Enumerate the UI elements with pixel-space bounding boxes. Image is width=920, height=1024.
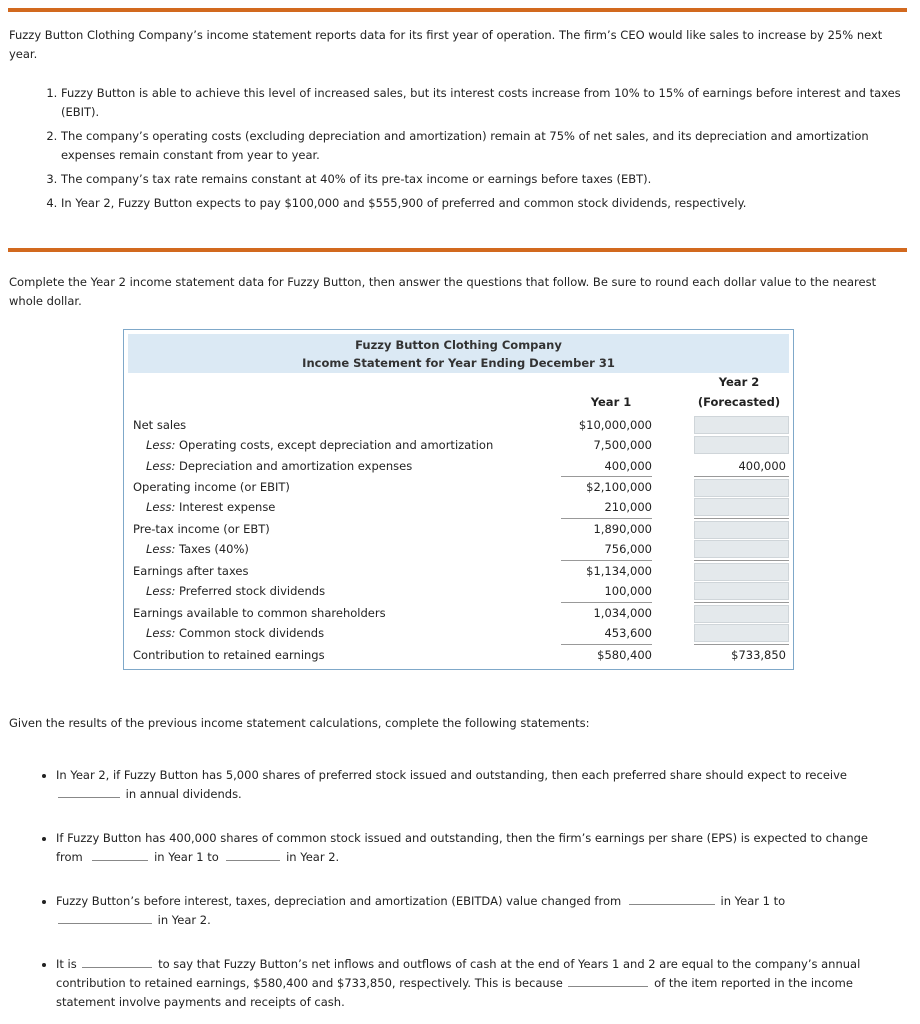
middle-divider: [8, 248, 907, 252]
interest-year1: 210,000: [604, 500, 652, 514]
eac-year1: 1,034,000: [561, 602, 652, 620]
less-label: Less:: [146, 459, 176, 473]
op-costs-year1: 7,500,000: [593, 438, 652, 452]
ebt-year1: 1,890,000: [561, 518, 652, 536]
pref-div-year1: 100,000: [604, 584, 652, 598]
bullet-item: [56, 892, 896, 930]
bullet-text: In Year 2, if Fuzzy Button has 5,000 shares of preferred stock issued and outstanding, then each preferred share should expect to receive: [56, 768, 847, 782]
bullet-text: in Year 1 to: [720, 894, 786, 908]
pref-div-label: Preferred stock dividends: [175, 584, 326, 598]
ebt-year2-input[interactable]: [694, 521, 789, 539]
eac-label: Earnings available to common shareholders: [133, 606, 386, 620]
year2-separator: [694, 560, 789, 561]
taxes-year1: 756,000: [604, 542, 652, 556]
less-label: Less:: [146, 584, 176, 598]
year2-separator: [694, 602, 789, 603]
year2-separator: [694, 518, 789, 519]
less-label: Less:: [146, 500, 176, 514]
common-div-year1: 453,600: [604, 626, 652, 640]
dep-year1: 400,000: [604, 459, 652, 473]
bullet-text: in Year 2.: [157, 913, 211, 927]
bullet-text: It is: [56, 957, 77, 971]
common-div-row-label: [146, 626, 324, 640]
year2-separator: [694, 644, 789, 645]
bullet-text: in Year 2.: [286, 850, 340, 864]
retained-year1: $580,400: [561, 644, 652, 662]
top-divider: [8, 8, 907, 12]
net-sales-label: Net sales: [133, 418, 187, 432]
dep-row-label: [146, 459, 412, 473]
given-text: Given the results of the previous income statement calculations, complete the following statements:: [9, 716, 590, 730]
retained-label: Contribution to retained earnings: [133, 648, 325, 662]
bullet-text: in Year 1 to: [154, 850, 219, 864]
bullet-text: If Fuzzy Button has 400,000 shares of common stock issued and outstanding, then the firm’s earnings per share (EPS) is expected to change from: [56, 831, 868, 864]
dep-label: Depreciation and amortization expenses: [175, 459, 413, 473]
ebitda-year2-dropdown[interactable]: [58, 911, 152, 924]
ebit-year2-input[interactable]: [694, 479, 789, 497]
net-sales-year1: $10,000,000: [578, 418, 652, 432]
less-label: Less:: [146, 626, 176, 640]
year1-header: Year 1: [590, 395, 632, 409]
year2-header-line2: (Forecasted): [697, 395, 781, 409]
question-bullet: [38, 766, 896, 804]
intro-text: Fuzzy Button Clothing Company’s income statement reports data for its first year of operation. The firm’s CEO would like sales to increase by 25% next year.: [9, 28, 883, 61]
pref-div-row-label: [146, 584, 325, 598]
ebit-year1: $2,100,000: [561, 476, 652, 494]
interest-year2-input[interactable]: [694, 498, 789, 516]
reason-dropdown[interactable]: [568, 974, 648, 987]
op-costs-row-label: [146, 438, 493, 452]
net-sales-year2-input[interactable]: [694, 416, 789, 434]
statement-subtitle: Income Statement for Year Ending December 31: [302, 356, 615, 370]
taxes-row-label: [146, 542, 249, 556]
eps-year1-dropdown[interactable]: [92, 848, 148, 861]
eat-year1: $1,134,000: [561, 560, 652, 578]
pref-div-year2-input[interactable]: [694, 582, 789, 600]
year2-separator: [694, 476, 789, 477]
instruction-text: Complete the Year 2 income statement data for Fuzzy Button, then answer the questions that follow. Be sure to round each dollar value to the nearest whole dollar.: [9, 275, 877, 308]
interest-label: Interest expense: [175, 500, 276, 514]
requirements-list: [36, 84, 901, 218]
income-statement-table: [123, 329, 794, 670]
bullet-text: Fuzzy Button’s before interest, taxes, depreciation and amortization (EBITDA) value changed from: [56, 894, 622, 908]
bullet-text: of the item reported in the income statement involve payments and receipts of cash.: [56, 976, 853, 1009]
op-costs-year2-input[interactable]: [694, 436, 789, 454]
preferred-dividend-dropdown[interactable]: [58, 785, 120, 798]
accuracy-dropdown[interactable]: [82, 955, 152, 968]
ebitda-year1-dropdown[interactable]: [629, 892, 715, 905]
taxes-label: Taxes (40%): [175, 542, 249, 556]
dep-year2: 400,000: [738, 459, 786, 473]
eac-year2-input[interactable]: [694, 605, 789, 623]
bullet-item: [56, 955, 896, 1012]
ebt-label: Pre-tax income (or EBT): [133, 522, 270, 536]
bullet-text: to say that Fuzzy Button’s net inflows and outflows of cash at the end of Years 1 and 2 are equal to the company’s annual contribution to retained earnings, $580,400 and $733,850, respectively. This is because: [56, 957, 861, 990]
bullet-item: [56, 829, 896, 867]
common-div-year2-input[interactable]: [694, 624, 789, 642]
op-costs-label: Operating costs, except depreciation and amortization: [175, 438, 494, 452]
requirement-item: 3. The company’s tax rate remains constant at 40% of its pre-tax income or earnings before taxes (EBT).: [61, 170, 901, 189]
taxes-year2-input[interactable]: [694, 540, 789, 558]
ebit-label: Operating income (or EBIT): [133, 480, 290, 494]
eat-label: Earnings after taxes: [133, 564, 249, 578]
interest-row-label: [146, 500, 275, 514]
question-bullet: [38, 829, 896, 867]
requirement-item: 4. In Year 2, Fuzzy Button expects to pay $100,000 and $555,900 of preferred and common stock dividends, respectively.: [61, 194, 901, 213]
retained-year2: $733,850: [731, 648, 786, 662]
requirement-item: 2. The company’s operating costs (excluding depreciation and amortization) remain at 75% of net sales, and its depreciation and amortization expenses remain constant from year to year.: [61, 127, 901, 165]
bullet-text: in annual dividends.: [125, 787, 242, 801]
question-bullet: [38, 955, 896, 1012]
less-label: Less:: [146, 438, 176, 452]
bullet-item: [56, 766, 896, 804]
eat-year2-input[interactable]: [694, 563, 789, 581]
less-label: Less:: [146, 542, 176, 556]
common-div-label: Common stock dividends: [175, 626, 325, 640]
year2-header-line1: Year 2: [718, 375, 760, 389]
statement-header: [128, 334, 789, 373]
question-bullet: [38, 892, 896, 930]
requirement-item: 1. Fuzzy Button is able to achieve this level of increased sales, but its interest costs increase from 10% to 15% of earnings before interest and taxes (EBIT).: [61, 84, 901, 122]
eps-year2-dropdown[interactable]: [226, 848, 280, 861]
company-name: Fuzzy Button Clothing Company: [355, 338, 562, 352]
